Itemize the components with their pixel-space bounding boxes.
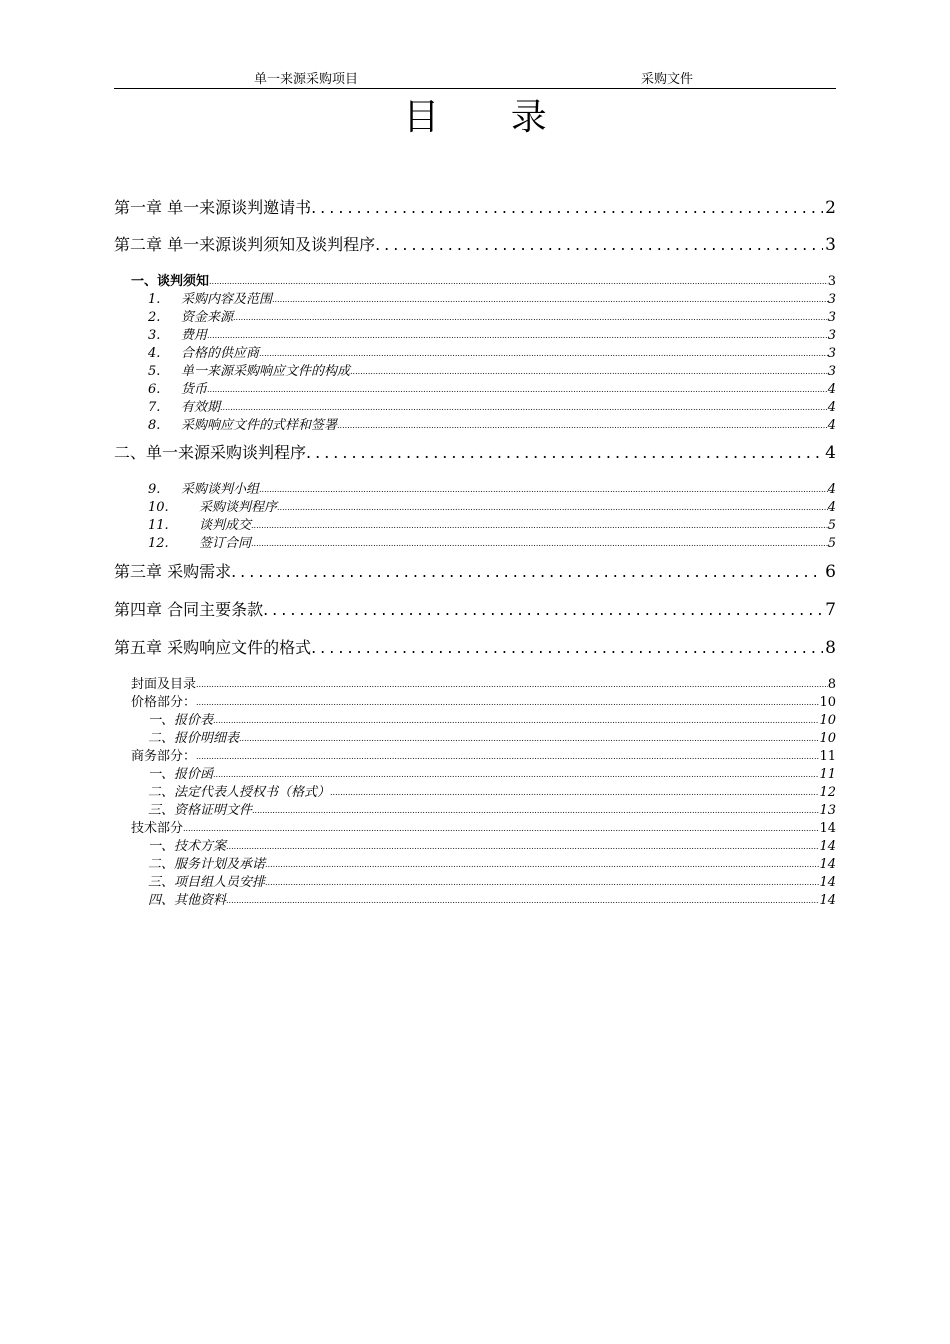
dot-leader <box>350 363 828 381</box>
toc-page-number: 14 <box>819 821 836 836</box>
toc-item[interactable] <box>148 499 836 517</box>
toc-page-number: 4 <box>827 482 836 497</box>
toc-entry-label: 封面及目录 <box>131 677 197 692</box>
dot-leader <box>259 345 828 363</box>
toc-section-heading[interactable] <box>131 273 836 291</box>
dot-leader <box>277 499 828 517</box>
toc-item-number: 10. <box>148 500 169 515</box>
toc-format-item[interactable] <box>148 802 836 820</box>
toc-chapter-label: 第三章 采购需求 <box>114 562 232 581</box>
toc-page-number: 3 <box>827 346 836 361</box>
toc-item[interactable] <box>148 481 836 499</box>
toc-entry-label: 价格部分： <box>131 695 197 710</box>
toc-item-number: 2. <box>148 310 161 325</box>
toc-entry-label: 货币 <box>181 382 208 397</box>
toc-item[interactable] <box>148 417 836 435</box>
dot-leader <box>375 233 823 257</box>
dot-leader <box>337 417 828 435</box>
dot-leader <box>251 517 828 535</box>
dot-leader <box>183 820 819 838</box>
toc-entry-label: 三、资格证明文件 <box>148 803 253 818</box>
header-project: 单一来源采购项目 <box>254 72 359 87</box>
toc-page-number: 4 <box>827 382 836 397</box>
dot-leader <box>196 748 819 766</box>
toc-entry-label: 采购谈判小组 <box>181 482 260 497</box>
toc-page-number: 3 <box>827 328 836 343</box>
toc-item-number: 8. <box>148 418 161 433</box>
toc-page-number: 13 <box>819 803 836 818</box>
toc-page-number: 6 <box>825 562 836 582</box>
toc-page-number: 4 <box>825 443 836 463</box>
dot-leader <box>231 560 823 584</box>
toc-entry-label: 技术部分 <box>131 821 184 836</box>
dot-leader <box>196 676 828 694</box>
toc-entry-label: 资金来源 <box>181 310 234 325</box>
toc-chapter-label: 第二章 单一来源谈判须知及谈判程序 <box>114 235 376 254</box>
toc-page-number: 4 <box>827 400 836 415</box>
dot-leader <box>207 327 828 345</box>
toc-item-number: 4. <box>148 346 161 361</box>
toc-item-number: 5. <box>148 364 161 379</box>
dot-leader <box>272 291 828 309</box>
dot-leader <box>233 309 828 327</box>
toc-page-number: 2 <box>825 198 836 218</box>
toc-chapter-1[interactable] <box>114 196 836 220</box>
dot-leader <box>306 441 823 465</box>
toc-item[interactable] <box>148 327 836 345</box>
header-doc-type: 采购文件 <box>641 72 694 87</box>
toc-entry-label: 合格的供应商 <box>181 346 260 361</box>
toc-chapter-2[interactable] <box>114 233 836 257</box>
toc-item-number: 11. <box>148 518 169 533</box>
dot-leader <box>196 694 819 712</box>
toc-page-number: 11 <box>819 749 836 764</box>
toc-entry-label: 一、报价函 <box>148 767 214 782</box>
toc-chapter-label: 第四章 合同主要条款 <box>114 600 264 619</box>
toc-page-number: 3 <box>827 274 836 289</box>
toc-entry-label: 一、谈判须知 <box>131 274 210 289</box>
dot-leader <box>209 273 828 291</box>
toc-entry-label: 费用 <box>181 328 208 343</box>
toc-chapter-3[interactable] <box>114 560 836 584</box>
toc-entry-label: 商务部分： <box>131 749 197 764</box>
toc-entry-label: 二、服务计划及承诺 <box>148 857 266 872</box>
toc-entry-label: 采购响应文件的式样和签署 <box>181 418 338 433</box>
toc-chapter-label: 第一章 单一来源谈判邀请书 <box>114 198 312 217</box>
toc-entry-label: 采购内容及范围 <box>181 292 273 307</box>
toc-page-number: 14 <box>819 839 836 854</box>
toc-page-number: 4 <box>827 500 836 515</box>
toc-item-number: 1. <box>148 292 161 307</box>
toc-chapter-4[interactable] <box>114 598 836 622</box>
toc-format-item[interactable] <box>148 712 836 730</box>
toc-section-label: 二、单一来源采购谈判程序 <box>114 443 307 462</box>
toc-item-number: 3. <box>148 328 161 343</box>
toc-page-number: 7 <box>825 600 836 620</box>
toc-item[interactable] <box>148 345 836 363</box>
toc-item[interactable] <box>148 381 836 399</box>
toc-format-item[interactable] <box>131 676 836 694</box>
toc-entry-label: 采购谈判程序 <box>199 500 278 515</box>
dot-leader <box>213 766 819 784</box>
toc-format-item[interactable] <box>131 694 836 712</box>
toc-format-item[interactable] <box>148 874 836 892</box>
toc-format-item[interactable] <box>148 892 836 910</box>
dot-leader <box>226 838 819 856</box>
toc-item[interactable] <box>148 517 836 535</box>
toc-entry-label: 有效期 <box>181 400 221 415</box>
dot-leader <box>252 802 819 820</box>
toc-format-item[interactable] <box>148 766 836 784</box>
toc-item-number: 12. <box>148 536 169 551</box>
toc-item-number: 6. <box>148 382 161 397</box>
toc-format-item[interactable] <box>148 730 836 748</box>
dot-leader <box>311 636 823 660</box>
toc-item[interactable] <box>148 535 836 553</box>
dot-leader <box>330 784 819 802</box>
toc-page-number: 3 <box>827 310 836 325</box>
toc-format-item[interactable] <box>131 820 836 838</box>
toc-page-number: 3 <box>827 364 836 379</box>
dot-leader <box>226 892 819 910</box>
toc-page-number: 5 <box>827 536 836 551</box>
dot-leader <box>251 535 828 553</box>
dot-leader <box>239 730 819 748</box>
toc-item[interactable] <box>148 399 836 417</box>
toc-title: 目 录 <box>403 97 577 138</box>
toc-chapter-label: 第五章 采购响应文件的格式 <box>114 638 312 657</box>
toc-page-number: 10 <box>819 713 836 728</box>
toc-entry-label: 二、报价明细表 <box>148 731 240 746</box>
toc-entry-label: 一、技术方案 <box>148 839 227 854</box>
page-header <box>114 72 836 89</box>
toc-format-item[interactable] <box>131 748 836 766</box>
toc-page-number: 3 <box>827 292 836 307</box>
toc-page-number: 10 <box>819 731 836 746</box>
toc-page-number: 14 <box>819 893 836 908</box>
toc-format-item[interactable] <box>148 838 836 856</box>
toc-item[interactable] <box>148 291 836 309</box>
toc-item[interactable] <box>148 309 836 327</box>
dot-leader <box>311 196 823 220</box>
dot-leader <box>263 598 823 622</box>
toc-page-number: 12 <box>819 785 836 800</box>
dot-leader <box>213 712 819 730</box>
toc-page-number: 11 <box>819 767 836 782</box>
toc-page-number: 10 <box>819 695 836 710</box>
dot-leader <box>220 399 828 417</box>
toc-item-number: 7. <box>148 400 161 415</box>
dot-leader <box>265 856 819 874</box>
toc-entry-label: 单一来源采购响应文件的构成 <box>181 364 351 379</box>
toc-page-number: 4 <box>827 418 836 433</box>
toc-item[interactable] <box>148 363 836 381</box>
toc-entry-label: 四、其他资料 <box>148 893 227 908</box>
toc-chapter-5[interactable] <box>114 636 836 660</box>
dot-leader <box>207 381 828 399</box>
toc-page-number: 14 <box>819 875 836 890</box>
toc-page-number: 5 <box>827 518 836 533</box>
toc-page-number: 3 <box>825 235 836 255</box>
toc-page-number: 8 <box>827 677 836 692</box>
toc-item-number: 9. <box>148 482 161 497</box>
toc-entry-label: 一、报价表 <box>148 713 214 728</box>
dot-leader <box>259 481 828 499</box>
toc-entry-label: 谈判成交 <box>199 518 252 533</box>
dot-leader <box>265 874 819 892</box>
toc-section-2[interactable] <box>114 441 836 465</box>
toc-page-number: 14 <box>819 857 836 872</box>
toc-page-number: 8 <box>825 638 836 658</box>
toc-format-item[interactable] <box>148 784 836 802</box>
toc-format-item[interactable] <box>148 856 836 874</box>
toc-entry-label: 三、项目组人员安排 <box>148 875 266 890</box>
toc-entry-label: 签订合同 <box>199 536 252 551</box>
toc-entry-label: 二、法定代表人授权书（格式） <box>148 785 331 800</box>
